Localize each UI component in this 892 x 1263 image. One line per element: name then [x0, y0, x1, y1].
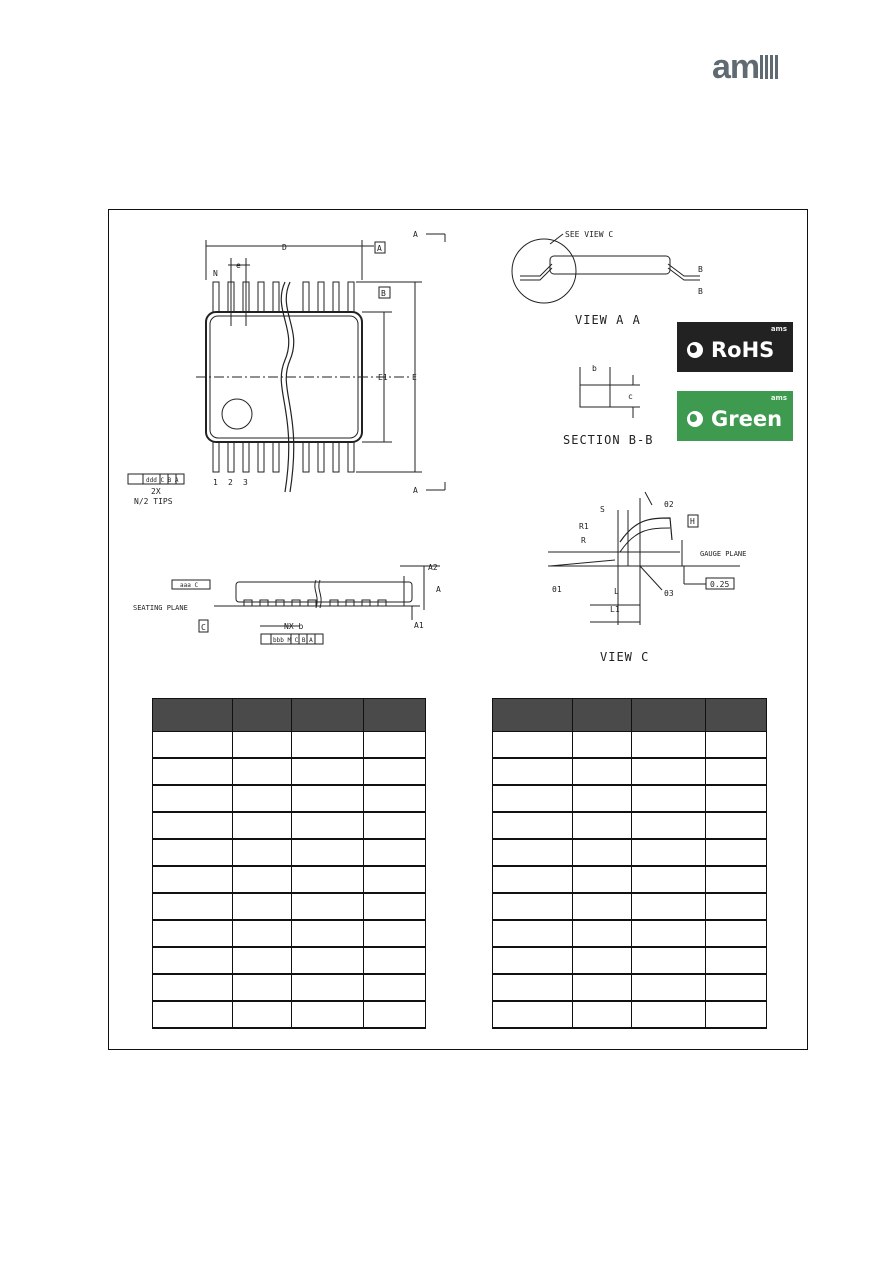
label-R1: R1	[579, 522, 589, 531]
section-bb-title: SECTION B-B	[563, 433, 654, 447]
table-row	[493, 947, 767, 974]
table-header-cell	[573, 699, 632, 732]
table-header-cell	[292, 699, 364, 732]
dimension-table-left	[152, 698, 426, 1029]
table-cell	[292, 920, 364, 947]
table-cell	[573, 732, 632, 759]
table-header-cell	[632, 699, 706, 732]
label-theta3: θ3	[664, 589, 674, 598]
table-cell	[364, 758, 426, 785]
table-cell	[573, 758, 632, 785]
table-row	[493, 758, 767, 785]
table-cell	[233, 947, 292, 974]
view-aa-title: VIEW A A	[575, 313, 641, 327]
table-cell	[153, 732, 233, 759]
table-cell	[632, 1001, 706, 1028]
table-cell	[153, 920, 233, 947]
label-A: A	[436, 585, 441, 594]
dimension-table-right	[492, 698, 767, 1029]
table-cell	[573, 1001, 632, 1028]
section-A-top: A	[413, 230, 418, 239]
globe-icon	[687, 342, 703, 358]
table-header-cell	[706, 699, 767, 732]
table-cell	[706, 1001, 767, 1028]
table-cell	[153, 974, 233, 1001]
table-cell	[153, 758, 233, 785]
table-cell	[706, 812, 767, 839]
label-S: S	[600, 505, 605, 514]
section-A-bottom: A	[413, 486, 418, 495]
table-cell	[364, 947, 426, 974]
detail-circle	[512, 239, 576, 303]
table-cell	[632, 893, 706, 920]
label-L: L	[614, 587, 619, 596]
table-cell	[153, 866, 233, 893]
table-cell	[233, 1001, 292, 1028]
table-row	[493, 893, 767, 920]
green-badge	[677, 391, 793, 441]
pin-1-label: 1	[213, 478, 218, 487]
table-row	[493, 839, 767, 866]
table-cell	[632, 732, 706, 759]
table-header-row	[493, 699, 767, 732]
label-0-25: 0.25	[710, 580, 730, 589]
table-cell	[706, 758, 767, 785]
table-row	[493, 812, 767, 839]
table-row	[153, 785, 426, 812]
table-cell	[493, 812, 573, 839]
table-cell	[364, 974, 426, 1001]
table-row	[153, 1001, 426, 1028]
table-row	[153, 893, 426, 920]
logo-text: am	[712, 48, 760, 86]
table-header-row	[153, 699, 426, 732]
fcf-aaa-text: aaa C	[180, 582, 199, 589]
table-row	[493, 1001, 767, 1028]
table-cell	[233, 785, 292, 812]
table-header-cell	[493, 699, 573, 732]
table-cell	[292, 839, 364, 866]
globe-icon	[687, 411, 703, 427]
tips-label: N/2 TIPS	[134, 497, 173, 506]
table-cell	[632, 974, 706, 1001]
table-row	[153, 812, 426, 839]
table-cell	[233, 732, 292, 759]
table-row	[153, 920, 426, 947]
fcf-ddd-text: ddd C B A	[146, 477, 179, 484]
table-cell	[573, 947, 632, 974]
table-cell	[706, 732, 767, 759]
table-cell	[233, 812, 292, 839]
table-cell	[493, 839, 573, 866]
table-cell	[233, 758, 292, 785]
table-cell	[706, 839, 767, 866]
seating-plane-label: SEATING PLANE	[133, 604, 188, 612]
table-cell	[573, 974, 632, 1001]
table-cell	[364, 732, 426, 759]
table-row	[493, 974, 767, 1001]
table-cell	[364, 893, 426, 920]
table-cell	[493, 893, 573, 920]
table-row	[493, 866, 767, 893]
badge-label: Green	[711, 407, 783, 431]
table-cell	[233, 866, 292, 893]
gauge-plane-label: GAUGE PLANE	[700, 550, 747, 558]
label-R: R	[581, 536, 586, 545]
table-header-cell	[153, 699, 233, 732]
view-c-title: VIEW C	[600, 650, 650, 664]
table-cell	[292, 947, 364, 974]
label-theta1: θ1	[552, 585, 562, 594]
table-row	[153, 758, 426, 785]
package-body-top	[206, 312, 362, 442]
table-cell	[632, 785, 706, 812]
table-cell	[153, 812, 233, 839]
table-cell	[292, 866, 364, 893]
table-cell	[364, 866, 426, 893]
table-cell	[364, 920, 426, 947]
table-cell	[233, 920, 292, 947]
table-cell	[573, 785, 632, 812]
table-cell	[632, 920, 706, 947]
table-cell	[233, 974, 292, 1001]
package-body-side	[236, 582, 412, 602]
datum-C: C	[201, 623, 206, 632]
table-cell	[292, 893, 364, 920]
table-cell	[632, 839, 706, 866]
badge-brand: ams	[770, 394, 787, 402]
table-cell	[364, 839, 426, 866]
table-cell	[706, 920, 767, 947]
table-cell	[292, 732, 364, 759]
table-cell	[153, 947, 233, 974]
datum-B: B	[381, 289, 386, 298]
table-cell	[233, 839, 292, 866]
label-c: c	[628, 392, 633, 401]
bottom-pins	[213, 442, 354, 472]
table-cell	[493, 947, 573, 974]
table-cell	[573, 893, 632, 920]
table-cell	[153, 785, 233, 812]
table-cell	[493, 732, 573, 759]
rohs-badge	[677, 322, 793, 372]
label-D: D	[282, 243, 287, 252]
table-cell	[493, 785, 573, 812]
label-N: N	[213, 269, 218, 278]
tol-2x: 2X	[151, 487, 161, 496]
table-cell	[364, 812, 426, 839]
table-cell	[706, 866, 767, 893]
table-row	[153, 866, 426, 893]
table-cell	[706, 893, 767, 920]
table-cell	[153, 1001, 233, 1028]
label-A2: A2	[428, 563, 438, 572]
pin1-marker	[222, 399, 252, 429]
table-cell	[573, 866, 632, 893]
table-header-cell	[364, 699, 426, 732]
table-row	[493, 732, 767, 759]
see-view-c-label: SEE VIEW C	[565, 230, 614, 239]
table-row	[153, 732, 426, 759]
table-cell	[233, 893, 292, 920]
table-cell	[493, 974, 573, 1001]
table-cell	[632, 812, 706, 839]
table-cell	[493, 920, 573, 947]
table-cell	[153, 839, 233, 866]
table-row	[153, 947, 426, 974]
datum-H: H	[690, 517, 695, 526]
table-cell	[632, 758, 706, 785]
pin-3-label: 3	[243, 478, 248, 487]
table-row	[153, 974, 426, 1001]
badge-brand: ams	[770, 325, 787, 333]
table-cell	[632, 866, 706, 893]
table-row	[153, 839, 426, 866]
table-cell	[493, 866, 573, 893]
label-A1: A1	[414, 621, 424, 630]
table-cell	[573, 812, 632, 839]
table-row	[493, 920, 767, 947]
table-cell	[573, 920, 632, 947]
table-cell	[706, 947, 767, 974]
pin-2-label: 2	[228, 478, 233, 487]
datum-A: A	[377, 244, 382, 253]
table-cell	[292, 785, 364, 812]
label-L1: L1	[610, 605, 620, 614]
table-cell	[632, 947, 706, 974]
label-b: b	[592, 364, 597, 373]
table-row	[493, 785, 767, 812]
table-cell	[292, 812, 364, 839]
table-cell	[493, 758, 573, 785]
table-cell	[292, 1001, 364, 1028]
table-cell	[153, 893, 233, 920]
table-cell	[292, 758, 364, 785]
label-view-B1: B	[698, 265, 703, 274]
break-line	[281, 282, 289, 492]
label-nx-b: NX b	[284, 622, 304, 631]
table-cell	[573, 839, 632, 866]
fcf-bbb-text: bbb M C B A	[273, 637, 313, 644]
table-cell	[493, 1001, 573, 1028]
label-E: E	[412, 373, 417, 382]
badge-label: RoHS	[711, 338, 775, 362]
label-view-B2: B	[698, 287, 703, 296]
label-theta2: θ2	[664, 500, 674, 509]
table-cell	[706, 785, 767, 812]
table-cell	[364, 785, 426, 812]
side-pins	[244, 600, 386, 606]
table-cell	[706, 974, 767, 1001]
table-cell	[364, 1001, 426, 1028]
table-header-cell	[233, 699, 292, 732]
table-cell	[292, 974, 364, 1001]
label-e: e	[236, 261, 241, 270]
label-E1: E1	[378, 373, 388, 382]
